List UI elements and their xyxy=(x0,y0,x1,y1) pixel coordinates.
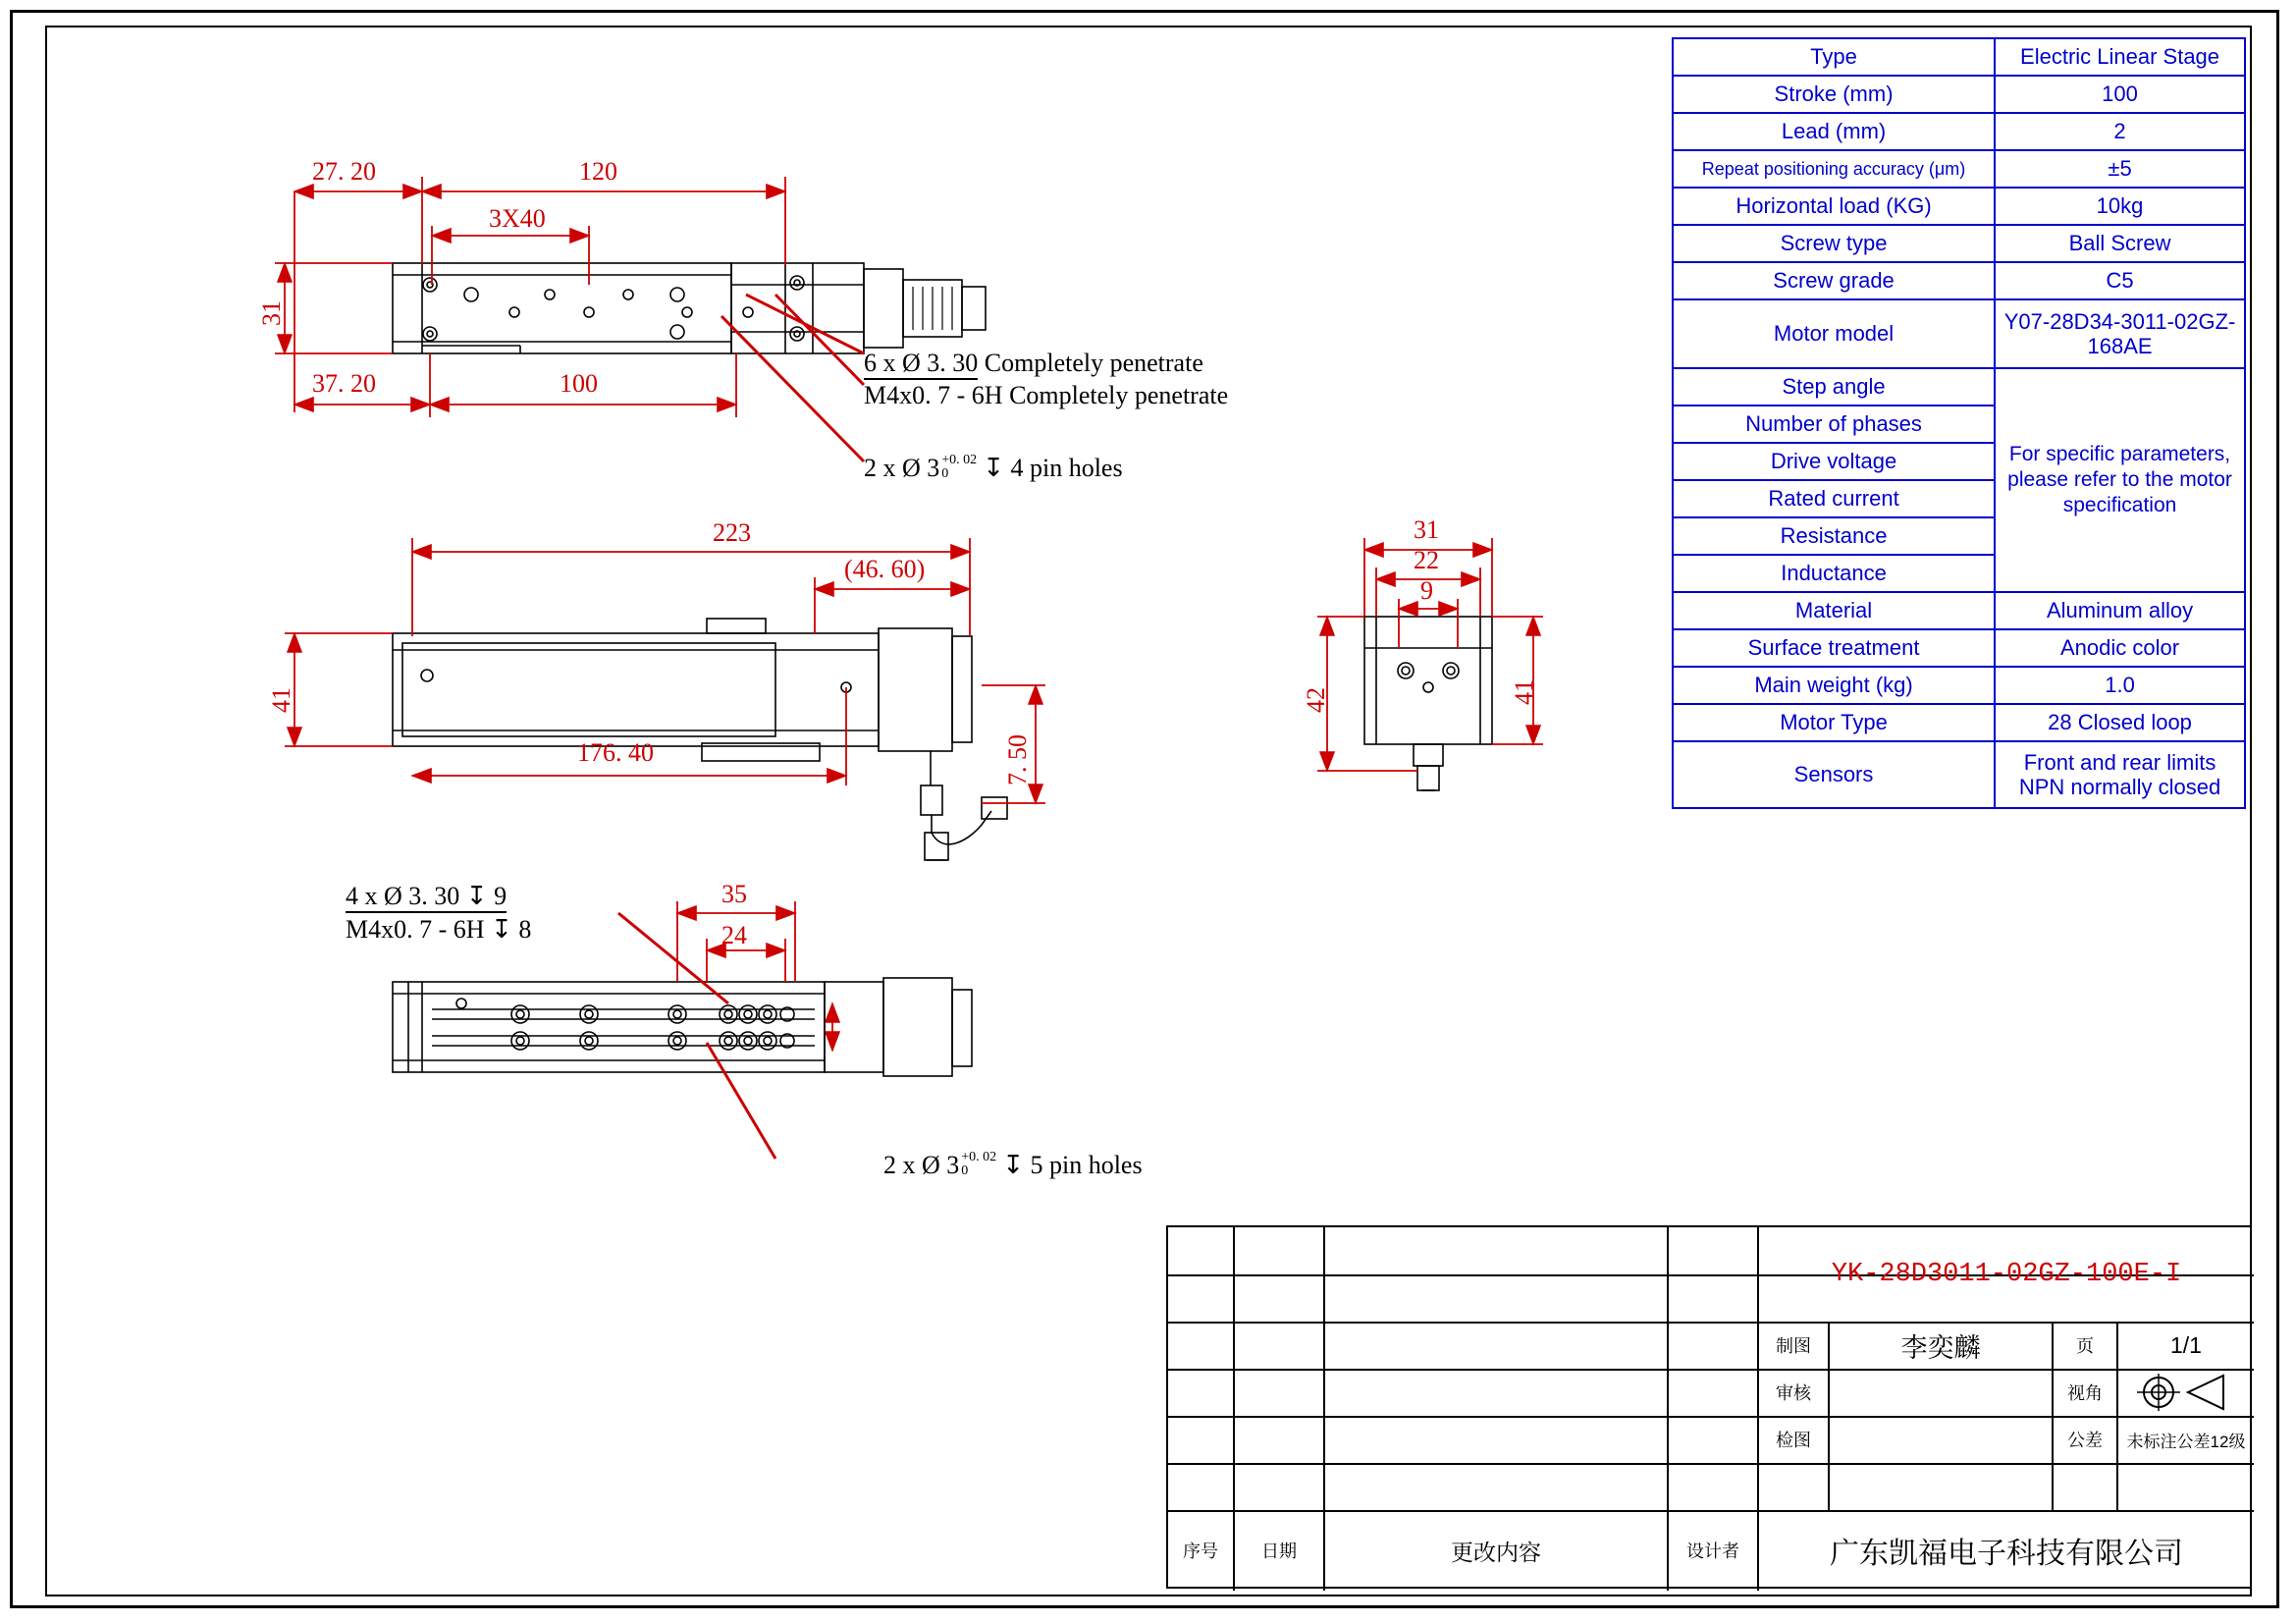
spec-label-type: Type xyxy=(1673,38,1995,76)
spec-label-material: Material xyxy=(1673,592,1995,629)
tol-lower: 0 xyxy=(941,466,949,482)
spec-label-main-weight: Main weight (kg) xyxy=(1673,667,1995,704)
divider xyxy=(1168,1463,2254,1465)
company-name: 广东凯福电子科技有限公司 xyxy=(1830,1538,2183,1570)
spec-label-motor-model: Motor model xyxy=(1673,299,1995,368)
spec-label-lead: Lead (mm) xyxy=(1673,113,1995,150)
dim-7-50: 7. 50 xyxy=(1003,734,1032,785)
projection-symbol xyxy=(2118,1369,2254,1416)
note-2x3-pin-bottom: 2 x Ø 3 +0. 02 0 ↧ 5 pin holes xyxy=(883,1150,1143,1179)
note-6x-hole-tail: Completely penetrate xyxy=(984,349,1203,377)
tol-upper: +0. 02 xyxy=(941,453,978,468)
note-6x-hole xyxy=(864,349,1203,378)
table-row xyxy=(1673,592,2245,629)
spec-label-repeat-accuracy: Repeat positioning accuracy (μm) xyxy=(1673,150,1995,188)
seq-label: 序号 xyxy=(1183,1542,1218,1561)
drawn-by-value: 李奕麟 xyxy=(1900,1332,1981,1363)
table-row xyxy=(1673,225,2245,262)
spec-value-motor-model: Y07-28D34-3011-02GZ-168AE xyxy=(1995,299,2245,368)
note-m4-thread-tail: Completely penetrate xyxy=(1009,381,1229,409)
dim-35: 35 xyxy=(721,880,747,908)
tol-lower-bottom: 0 xyxy=(961,1163,969,1179)
note-4x-hole xyxy=(346,882,507,911)
note-4x-value: 4 x Ø 3. 30 xyxy=(346,882,460,910)
dim-24: 24 xyxy=(721,921,747,949)
spec-value-screw-grade: C5 xyxy=(1995,262,2245,299)
change-content-label: 更改内容 xyxy=(1451,1539,1541,1565)
page-label: 页 xyxy=(2076,1336,2094,1356)
note-m4-bottom-value: M4x0. 7 - 6H xyxy=(346,915,485,944)
note-m4-bottom-depth: 8 xyxy=(518,915,532,944)
part-number: YK-28D3011-02GZ-100E-I xyxy=(1831,1260,2182,1289)
dim-37-20: 37. 20 xyxy=(312,369,376,398)
note-2x3-text: 2 x Ø 3 xyxy=(864,454,940,482)
table-row xyxy=(1673,667,2245,704)
note-4-pin-holes: 4 pin holes xyxy=(1010,454,1123,482)
checked-value xyxy=(1830,1369,2052,1416)
spec-value-sensors: Front and rear limits NPN normally closed xyxy=(1995,741,2245,808)
spec-label-motor-type: Motor Type xyxy=(1673,704,1995,741)
table-row xyxy=(1673,299,2245,368)
inspect-value xyxy=(1830,1416,2052,1463)
dim-41-front: 41 xyxy=(267,687,295,713)
dim-176-40: 176. 40 xyxy=(577,738,654,767)
spec-label-screw-grade: Screw grade xyxy=(1673,262,1995,299)
view-angle-label: 视角 xyxy=(2067,1383,2103,1403)
spec-value-screw-type: Ball Screw xyxy=(1995,225,2245,262)
spec-label-drive-voltage: Drive voltage xyxy=(1673,443,1995,480)
note-4x-hole-text: 4 x Ø 3. 30 ↧ 9 xyxy=(346,882,507,913)
note-6x-hole-text: 6 x Ø 3. 30 xyxy=(864,349,978,380)
dim-22-side: 22 xyxy=(1414,546,1439,574)
dim-42-side: 42 xyxy=(1302,687,1330,713)
specification-table xyxy=(1672,37,2246,809)
tol-upper-bottom: +0. 02 xyxy=(961,1150,997,1165)
dim-3x40: 3X40 xyxy=(489,204,546,233)
spec-label-number-of-phases: Number of phases xyxy=(1673,406,1995,443)
dim-27-20: 27. 20 xyxy=(312,157,376,186)
spec-label-resistance: Resistance xyxy=(1673,517,1995,555)
spec-label-sensors: Sensors xyxy=(1673,741,1995,808)
note-m4-thread xyxy=(864,381,1228,410)
table-row xyxy=(1673,704,2245,741)
table-row xyxy=(1673,188,2245,225)
table-row xyxy=(1673,629,2245,667)
spec-label-step-angle: Step angle xyxy=(1673,368,1995,406)
tolerance-value: 未标注公差12级 xyxy=(2126,1432,2246,1451)
dim-9-side: 9 xyxy=(1420,576,1433,605)
spec-value-lead: 2 xyxy=(1995,113,2245,150)
dim-100: 100 xyxy=(560,369,598,398)
page-value: 1/1 xyxy=(2170,1331,2202,1358)
first-angle-projection-icon xyxy=(2127,1372,2245,1413)
table-row xyxy=(1673,38,2245,76)
inspect-label: 检图 xyxy=(1776,1431,1811,1450)
spec-label-screw-type: Screw type xyxy=(1673,225,1995,262)
dim-120: 120 xyxy=(579,157,617,186)
designer-label: 设计者 xyxy=(1686,1542,1739,1561)
spec-value-horizontal-load: 10kg xyxy=(1995,188,2245,225)
tolerance-label: 公差 xyxy=(2067,1431,2103,1450)
table-row xyxy=(1673,368,2245,406)
spec-value-surface-treatment: Anodic color xyxy=(1995,629,2245,667)
spec-label-horizontal-load: Horizontal load (KG) xyxy=(1673,188,1995,225)
title-block xyxy=(1166,1225,2252,1589)
table-row xyxy=(1673,113,2245,150)
spec-value-main-weight: 1.0 xyxy=(1995,667,2245,704)
drawn-by-label: 制图 xyxy=(1776,1336,1811,1356)
table-row xyxy=(1673,150,2245,188)
spec-label-stroke: Stroke (mm) xyxy=(1673,76,1995,113)
checked-label: 审核 xyxy=(1776,1383,1811,1403)
spec-value-repeat-accuracy: ±5 xyxy=(1995,150,2245,188)
dim-31-side: 31 xyxy=(1414,515,1439,544)
dim-223: 223 xyxy=(713,518,751,547)
note-2x3-pin-top: 2 x Ø 3 +0. 02 0 ↧ 4 pin holes xyxy=(864,453,1123,482)
spec-value-motor-note: For specific parameters, please refer to the motor specification xyxy=(1995,368,2245,592)
dim-31-top: 31 xyxy=(257,300,286,326)
spec-value-material: Aluminum alloy xyxy=(1995,592,2245,629)
spec-label-inductance: Inductance xyxy=(1673,555,1995,592)
table-row xyxy=(1673,76,2245,113)
dim-46-60: (46. 60) xyxy=(844,555,926,583)
spec-value-motor-type: 28 Closed loop xyxy=(1995,704,2245,741)
spec-value-stroke: 100 xyxy=(1995,76,2245,113)
dim-41-side: 41 xyxy=(1510,679,1538,705)
note-4x-depth: 9 xyxy=(494,882,507,910)
note-2x3-bottom-text: 2 x Ø 3 xyxy=(883,1151,960,1179)
spec-value-type: Electric Linear Stage xyxy=(1995,38,2245,76)
table-row xyxy=(1673,262,2245,299)
note-m4-thread-text: M4x0. 7 - 6H xyxy=(864,381,1003,409)
note-m4-bottom: M4x0. 7 - 6H ↧ 8 xyxy=(346,915,532,944)
note-5-pin-holes: 5 pin holes xyxy=(1030,1151,1143,1179)
date-label: 日期 xyxy=(1261,1542,1297,1561)
spec-label-surface-treatment: Surface treatment xyxy=(1673,629,1995,667)
spec-label-rated-current: Rated current xyxy=(1673,480,1995,517)
table-row xyxy=(1673,741,2245,808)
